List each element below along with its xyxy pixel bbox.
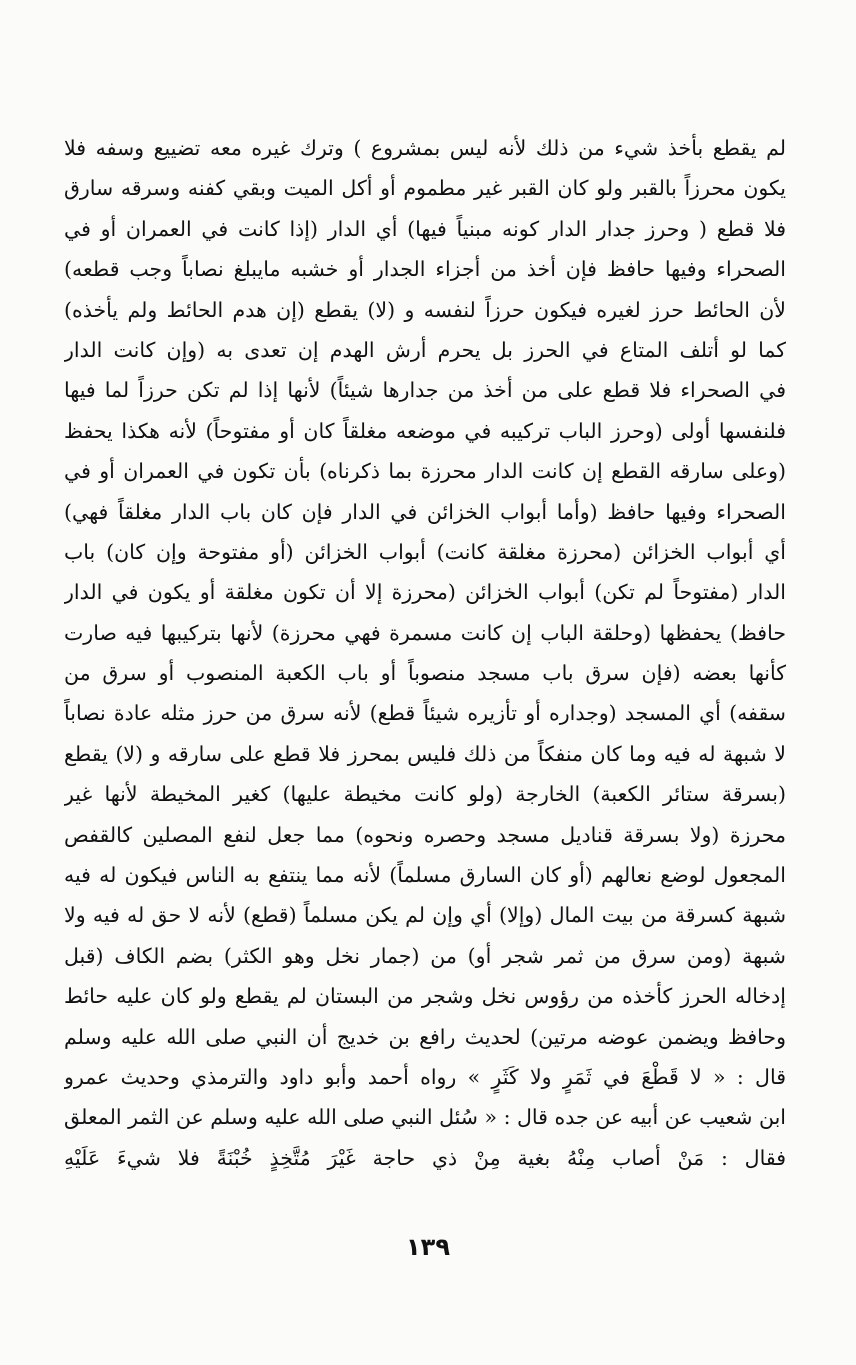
text-line: حافظ) يحفظها (وحلقة الباب إن كانت مسمرة فهي محرزة) لأنها بتركيبها فيه صارت: [64, 620, 786, 645]
text-line: فلا قطع ( وحرز جدار الدار كونه مبنياً فيها) أي الدار (إذا كانت في العمران أو في: [64, 216, 786, 241]
text-line: لا شبهة له فيه وما كان منفكاً من ذلك فليس بمحرز فلا قطع على سارقه و (لا) يقطع: [64, 741, 786, 766]
text-line: (بسرقة ستائر الكعبة) الخارجة (ولو كانت مخيطة عليها) كغير المخيطة لأنها غير: [64, 782, 786, 807]
text-line: لأن الحائط حرز لغيره فيكون حرزاً لنفسه و (لا) يقطع (إن هدم الحائط ولم يأخذه): [64, 297, 786, 322]
text-line: الدار (مفتوحاً لم تكن) أبواب الخزائن (محرزة إلا أن تكون مغلقة أو يكون في الدار: [64, 580, 786, 605]
text-line: شبهة (ومن سرق من ثمر شجر أو) من (جمار نخل وهو الكثر) بضم الكاف (قبل: [64, 943, 786, 968]
text-line: فلنفسها أولى (وحرز الباب تركيبه في موضعه مغلقاً كان أو مفتوحاً) لأنه هكذا يحفظ: [64, 418, 786, 443]
text-line: كما لو أتلف المتاع في الحرز بل يحرم أرش الهدم إن تعدى به (وإن كانت الدار: [64, 337, 786, 362]
text-line: فقال : مَنْ أصاب مِنْهُ بغية مِنْ ذي حاجة غَيْرَ مُتَّخِذٍ خُبْنَةً فلا شيءَ عَلَيْهِ: [64, 1145, 786, 1170]
text-line: أي أبواب الخزائن (محرزة مغلقة كانت) أبواب الخزائن (أو مفتوحة وإن كان) باب: [64, 539, 786, 564]
text-line: المجعول لوضع نعالهم (أو كان السارق مسلماً) لأنه مما ينتفع به الناس فيكون له فيه: [64, 863, 786, 888]
text-line: في الصحراء فلا قطع على من أخذ من جدارها شيئاً) لأنها إذا لم تكن حرزاً لما فيها: [64, 378, 786, 403]
body-text: [64, 128, 786, 1178]
text-line: الصحراء وفيها حافظ (وأما أبواب الخزائن في الدار فإن كان باب الدار مغلقاً فهي): [64, 499, 786, 524]
text-line: وحافظ ويضمن عوضه مرتين) لحديث رافع بن خديج أن النبي صلى الله عليه وسلم: [64, 1024, 786, 1049]
text-line: محرزة (ولا بسرقة قناديل مسجد وحصره ونحوه) مما جعل لنفع المصلين كالقفص: [64, 822, 786, 847]
text-line: كأنها بعضه (فإن سرق باب مسجد منصوباً أو باب الكعبة المنصوب أو سرق من: [64, 661, 786, 686]
text-line: يكون محرزاً بالقبر ولو كان القبر غير مطموم أو أكل الميت وبقي كفنه وسرقه سارق: [64, 176, 786, 201]
text-line: الصحراء وفيها حافظ فإن أخذ من أجزاء الجدار أو خشبه مايبلغ نصاباً وجب قطعه): [64, 257, 786, 282]
text-line: شبهة كسرقة من بيت المال (وإلا) أي وإن لم يكن مسلماً (قطع) لأنه لا حق له فيه ولا: [64, 903, 786, 928]
text-line: لم يقطع بأخذ شيء من ذلك لأنه ليس بمشروع ) وترك غيره معه تضييع وسفه فلا: [64, 136, 786, 160]
text-line: (وعلى سارقه القطع إن كانت الدار محرزة بما ذكرناه) بأن تكون في العمران أو في: [64, 459, 786, 484]
text-line: ابن شعيب عن أبيه عن جده قال : « سُئل النبي صلى الله عليه وسلم عن الثمر المعلق: [64, 1105, 786, 1130]
page-number: ١٣٩: [406, 1233, 450, 1261]
text-line: إدخاله الحرز كأخذه من رؤوس نخل وشجر من البستان لم يقطع ولو كان عليه حائط: [64, 984, 786, 1009]
text-line: قال : « لا قَطْعَ في ثَمَرٍ ولا كَثَرٍ » رواه أحمد وأبو داود والترمذي وحديث عمرو: [64, 1064, 786, 1089]
text-line: سقفه) أي المسجد (وجداره أو تأزيره شيئاً قطع) لأنه سرق من حرز مثله عادة نصاباً: [64, 701, 786, 726]
